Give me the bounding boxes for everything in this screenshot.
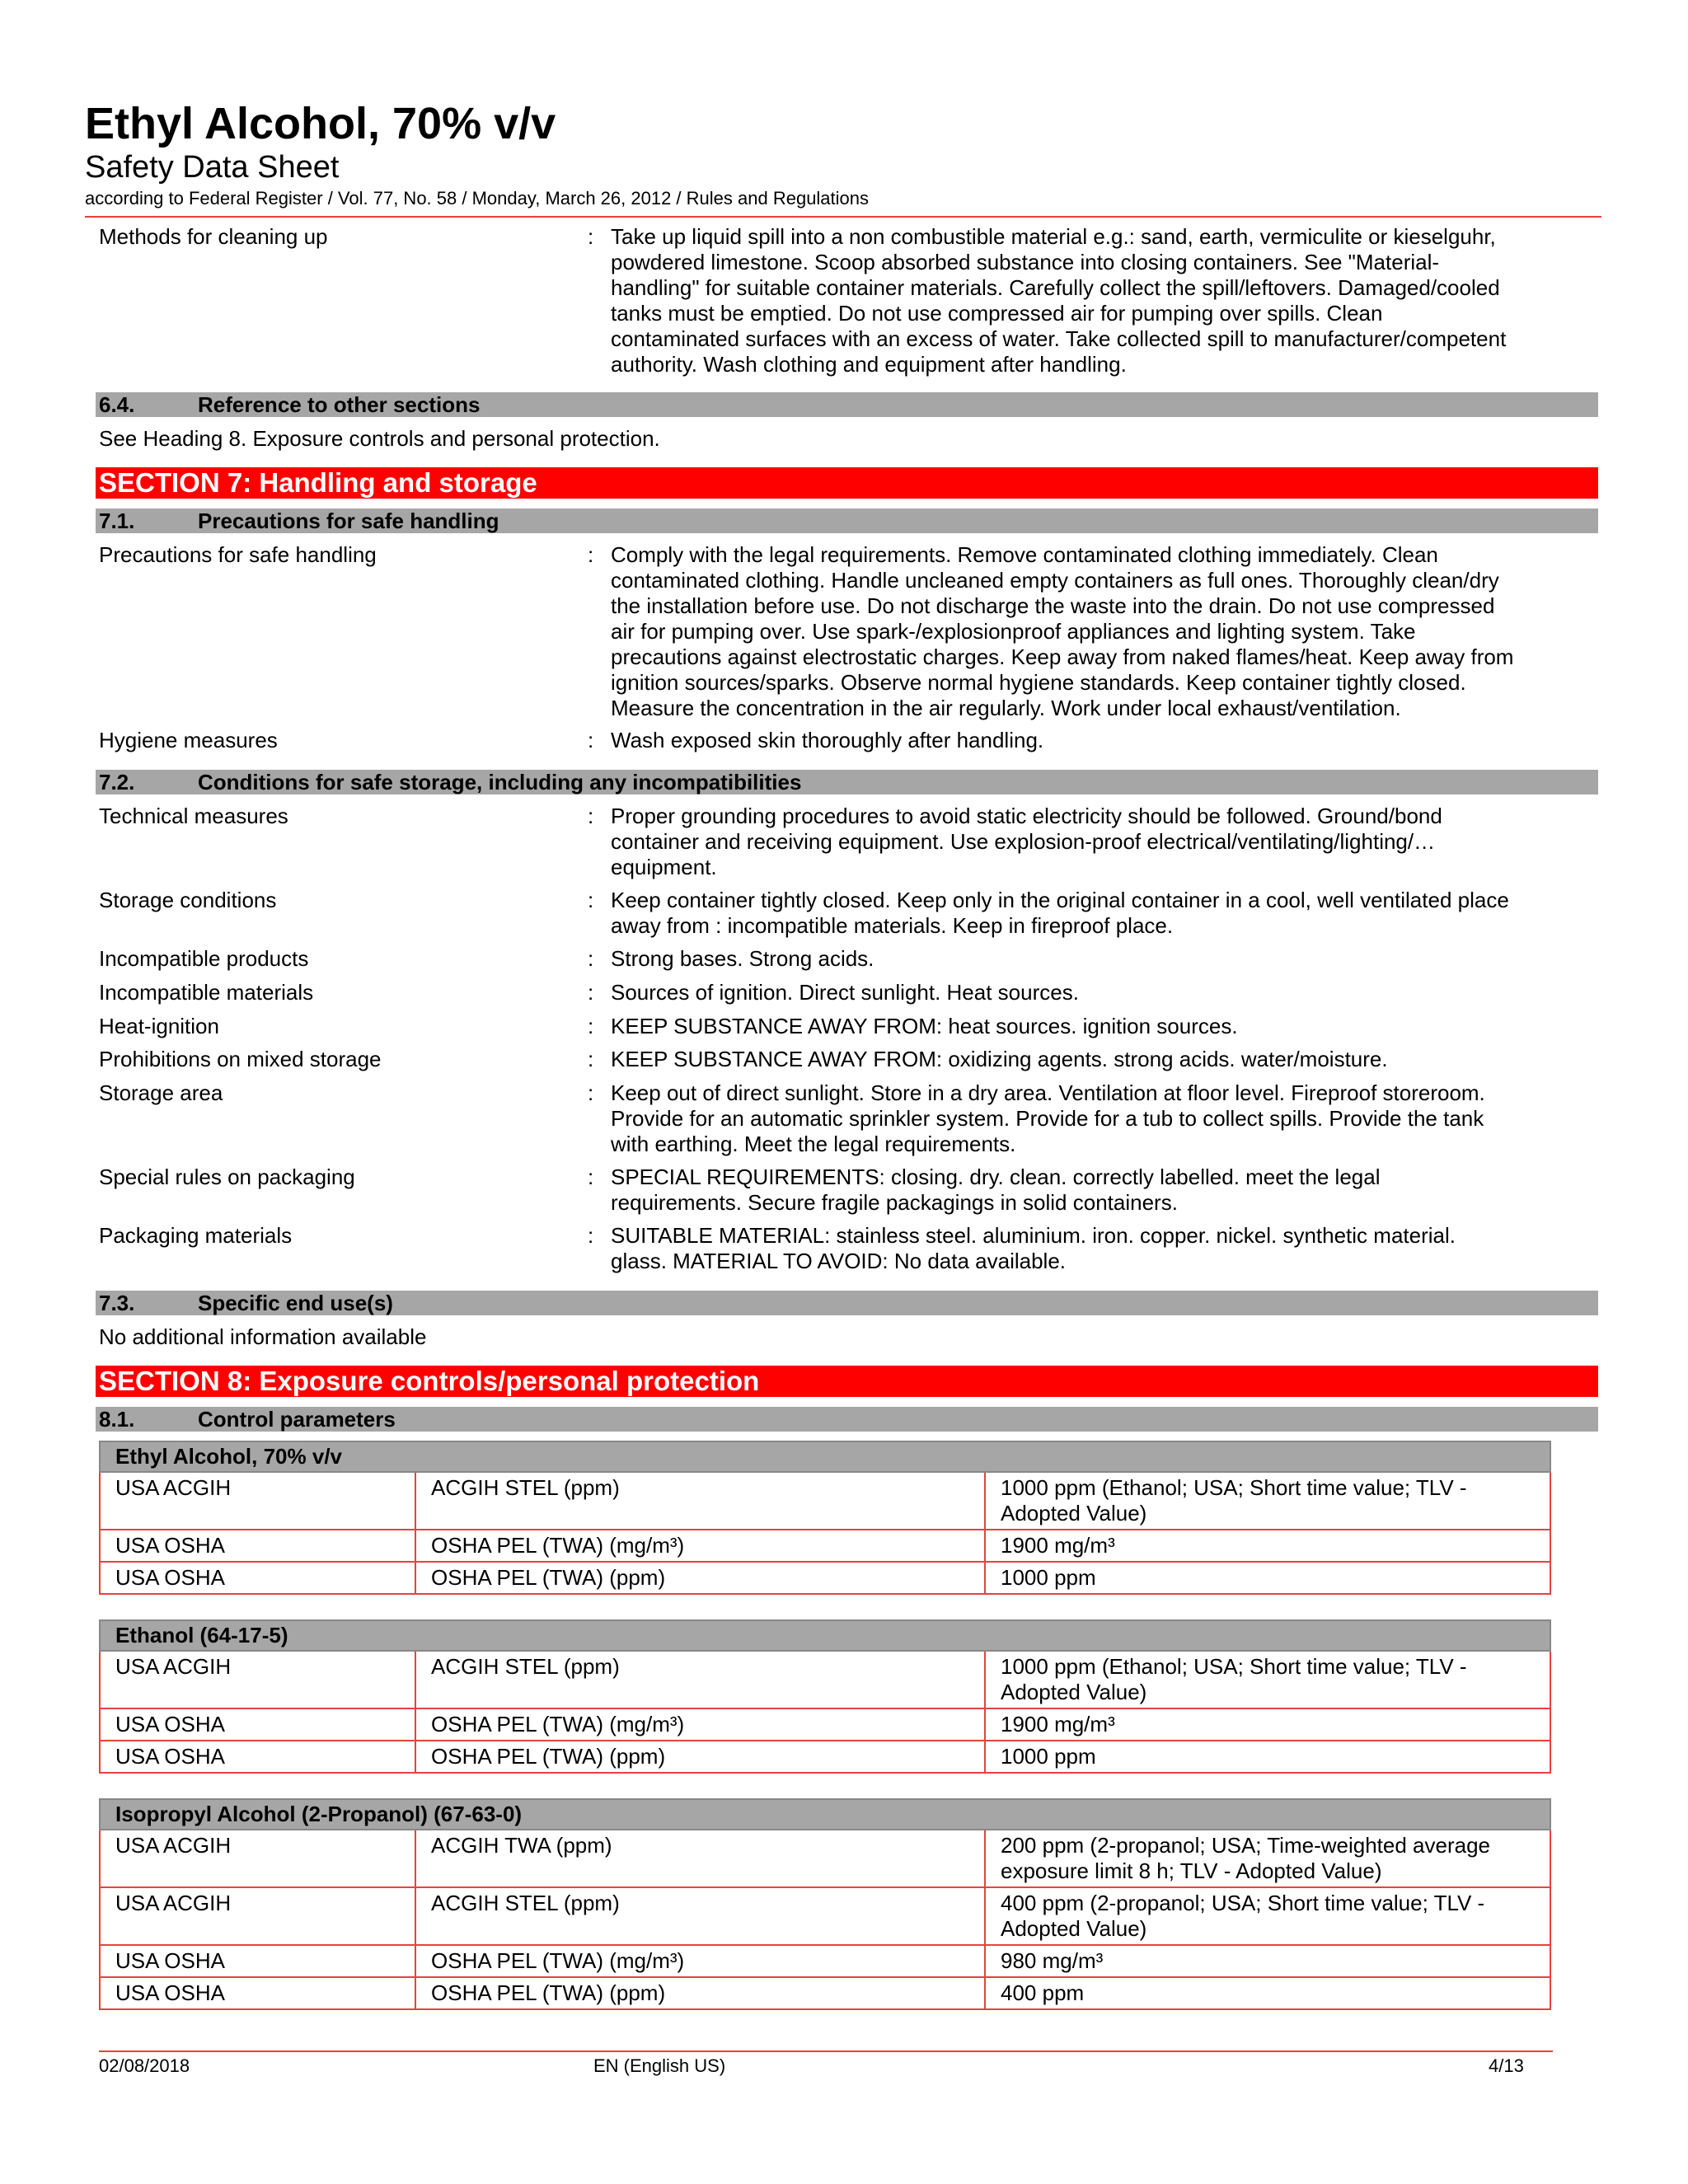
header-divider — [85, 216, 1601, 218]
subsection-number: 8.1. — [99, 1407, 135, 1432]
footer-date: 02/08/2018 — [99, 2055, 190, 2076]
section-title: SECTION 8: Exposure controls/personal protection — [99, 1366, 760, 1396]
country-cell: USA OSHA — [100, 1945, 415, 1977]
table-row — [100, 1887, 1550, 1945]
subsection-title: Specific end use(s) — [198, 1291, 393, 1315]
subsection-8-1-header — [96, 1407, 1598, 1432]
field-value: Wash exposed skin thoroughly after handling. — [611, 728, 1044, 752]
field-value: Keep out of direct sunlight. Store in a dry area. Ventilation at floor level. Fireproof storeroom. Provide for an automatic sprinkler system. Provide for a tub to collect spills. Provide the tank with earthing. Meet the legal requirements. — [611, 1080, 1485, 1156]
field-colon: : — [588, 888, 594, 912]
subsection-number: 7.2. — [99, 770, 135, 794]
subsection-number: 7.1. — [99, 509, 135, 533]
section-title: SECTION 7: Handling and storage — [99, 467, 537, 498]
limit-type-cell: OSHA PEL (TWA) (ppm) — [415, 1977, 985, 2009]
field-value: Keep container tightly closed. Keep only in the original container in a cool, well ventilated place away from : incompatible materials. Keep in fireproof place. — [611, 888, 1509, 938]
document-subtitle: Safety Data Sheet — [85, 150, 340, 185]
table-row — [100, 1530, 1550, 1562]
footer-divider — [99, 2050, 1553, 2052]
field-label: Packaging materials — [99, 1223, 293, 1248]
subsection-title: Conditions for safe storage, including any incompatibilities — [198, 770, 802, 794]
field-value: KEEP SUBSTANCE AWAY FROM: oxidizing agents. strong acids. water/moisture. — [611, 1047, 1388, 1071]
exposure-limits-table — [99, 1619, 1551, 1774]
field-label: Hygiene measures — [99, 728, 278, 752]
field-colon: : — [588, 804, 594, 828]
limit-value-cell: 1000 ppm — [985, 1741, 1550, 1773]
table-row — [100, 1977, 1550, 2009]
subsection-7-3-header — [96, 1291, 1598, 1315]
table-header-row — [100, 1441, 1550, 1472]
limit-value-cell: 1000 ppm (Ethanol; USA; Short time value; TLV - Adopted Value) — [985, 1472, 1550, 1530]
country-cell: USA OSHA — [100, 1530, 415, 1562]
limit-value-cell: 200 ppm (2-propanol; USA; Time-weighted average exposure limit 8 h; TLV - Adopted Value) — [985, 1830, 1550, 1887]
field-label: Prohibitions on mixed storage — [99, 1047, 382, 1071]
limit-type-cell: ACGIH TWA (ppm) — [415, 1830, 985, 1887]
subsection-number: 7.3. — [99, 1291, 135, 1315]
country-cell: USA ACGIH — [100, 1830, 415, 1887]
subsection-title: Control parameters — [198, 1407, 396, 1432]
field-label: Incompatible materials — [99, 980, 314, 1005]
country-cell: USA ACGIH — [100, 1472, 415, 1530]
table-header-row — [100, 1620, 1550, 1651]
table-row — [100, 1651, 1550, 1708]
field-value: SUITABLE MATERIAL: stainless steel. aluminium. iron. copper. nickel. synthetic material. glass. MATERIAL TO AVOID: No data available. — [611, 1223, 1456, 1273]
subsection-7-2-header — [96, 770, 1598, 794]
field-colon: : — [588, 1047, 594, 1071]
table-row — [100, 1708, 1550, 1741]
field-label: Heat-ignition — [99, 1014, 219, 1038]
regulation-reference: according to Federal Register / Vol. 77, No. 58 / Monday, March 26, 2012 / Rules and Regulations — [85, 188, 870, 209]
reference-text: See Heading 8. Exposure controls and personal protection. — [99, 426, 660, 451]
field-colon: : — [588, 728, 594, 752]
field-colon: : — [588, 980, 594, 1005]
cleaning-value: Take up liquid spill into a non combustible material e.g.: sand, earth, vermiculite or kieselguhr, powdered limestone. Scoop absorbed substance into closing containers. See "Material- handling" for suitable container materials. Carefully collect the spill/leftovers. Damaged/cooled tanks must be emptied. Do not use compressed air for pumping over spills. Clean contaminated surfaces with an excess of water. Take collected spill to manufacturer/competent authority. Wash clothing and equipment after handling. — [611, 224, 1507, 377]
table-row — [100, 1830, 1550, 1887]
field-colon: : — [588, 1080, 594, 1105]
cleaning-colon: : — [588, 224, 594, 249]
field-label: Storage conditions — [99, 888, 277, 912]
end-use-text: No additional information available — [99, 1324, 427, 1349]
country-cell: USA ACGIH — [100, 1651, 415, 1708]
table-row — [100, 1562, 1550, 1594]
cleaning-label: Methods for cleaning up — [99, 224, 328, 249]
limit-value-cell: 1000 ppm — [985, 1562, 1550, 1594]
section-7-bar — [96, 467, 1598, 499]
limit-value-cell: 980 mg/m³ — [985, 1945, 1550, 1977]
field-colon: : — [588, 1165, 594, 1189]
subsection-number: 6.4. — [99, 392, 135, 417]
field-colon: : — [588, 946, 594, 971]
field-value: Proper grounding procedures to avoid static electricity should be followed. Ground/bond container and receiving equipment. Use explosion-proof electrical/ventilating/lighting/… equipment. — [611, 804, 1442, 879]
field-label: Technical measures — [99, 804, 288, 828]
limit-type-cell: OSHA PEL (TWA) (mg/m³) — [415, 1708, 985, 1741]
country-cell: USA OSHA — [100, 1741, 415, 1773]
field-value: SPECIAL REQUIREMENTS: closing. dry. clean. correctly labelled. meet the legal requirements. Secure fragile packagings in solid containers. — [611, 1165, 1381, 1215]
limit-type-cell: ACGIH STEL (ppm) — [415, 1887, 985, 1945]
footer-page-number: 4/13 — [1489, 2055, 1524, 2076]
exposure-limits-table — [99, 1441, 1551, 1595]
country-cell: USA OSHA — [100, 1977, 415, 2009]
subsection-title: Precautions for safe handling — [198, 509, 499, 533]
substance-name: Ethanol (64-17-5) — [100, 1620, 1550, 1651]
subsection-6-4-header — [96, 392, 1598, 417]
field-value: KEEP SUBSTANCE AWAY FROM: heat sources. ignition sources. — [611, 1014, 1238, 1038]
field-value: Sources of ignition. Direct sunlight. Heat sources. — [611, 980, 1079, 1005]
country-cell: USA ACGIH — [100, 1887, 415, 1945]
table-row — [100, 1472, 1550, 1530]
table-row — [100, 1945, 1550, 1977]
field-colon: : — [588, 1223, 594, 1248]
footer-language: EN (English US) — [593, 2055, 726, 2076]
limit-value-cell: 1900 mg/m³ — [985, 1708, 1550, 1741]
limit-type-cell: OSHA PEL (TWA) (ppm) — [415, 1562, 985, 1594]
country-cell: USA OSHA — [100, 1708, 415, 1741]
substance-name: Ethyl Alcohol, 70% v/v — [100, 1441, 1550, 1472]
field-value: Comply with the legal requirements. Remove contaminated clothing immediately. Clean contaminated clothing. Handle uncleaned empty containers as full ones. Thoroughly clean/dry the installation before use. Do not discharge the waste into the drain. Do not use compressed air for pumping over. Use spark-/explosionproof appliances and lighting system. Take precautions against electrostatic charges. Keep away from naked flames/heat. Keep away from ignition sources/sparks. Observe normal hygiene standards. Keep container tightly closed. Measure the concentration in the air regularly. Work under local exhaust/ventilation. — [611, 542, 1514, 720]
limit-value-cell: 1900 mg/m³ — [985, 1530, 1550, 1562]
field-colon: : — [588, 542, 594, 567]
table-row — [100, 1741, 1550, 1773]
limit-type-cell: OSHA PEL (TWA) (mg/m³) — [415, 1945, 985, 1977]
limit-type-cell: OSHA PEL (TWA) (mg/m³) — [415, 1530, 985, 1562]
limit-value-cell: 400 ppm — [985, 1977, 1550, 2009]
field-label: Incompatible products — [99, 946, 309, 971]
document-title: Ethyl Alcohol, 70% v/v — [85, 99, 556, 148]
section-8-bar — [96, 1366, 1598, 1397]
limit-type-cell: ACGIH STEL (ppm) — [415, 1651, 985, 1708]
field-label: Precautions for safe handling — [99, 542, 377, 567]
field-label: Storage area — [99, 1080, 223, 1105]
limit-value-cell: 1000 ppm (Ethanol; USA; Short time value; TLV - Adopted Value) — [985, 1651, 1550, 1708]
country-cell: USA OSHA — [100, 1562, 415, 1594]
limit-type-cell: OSHA PEL (TWA) (ppm) — [415, 1741, 985, 1773]
limit-type-cell: ACGIH STEL (ppm) — [415, 1472, 985, 1530]
limit-value-cell: 400 ppm (2-propanol; USA; Short time value; TLV - Adopted Value) — [985, 1887, 1550, 1945]
field-label: Special rules on packaging — [99, 1165, 355, 1189]
subsection-title: Reference to other sections — [198, 392, 481, 417]
subsection-7-1-header — [96, 509, 1598, 533]
table-header-row — [100, 1799, 1550, 1830]
substance-name: Isopropyl Alcohol (2-Propanol) (67-63-0) — [100, 1799, 1550, 1830]
field-colon: : — [588, 1014, 594, 1038]
field-value: Strong bases. Strong acids. — [611, 946, 874, 971]
exposure-limits-table — [99, 1798, 1551, 2010]
